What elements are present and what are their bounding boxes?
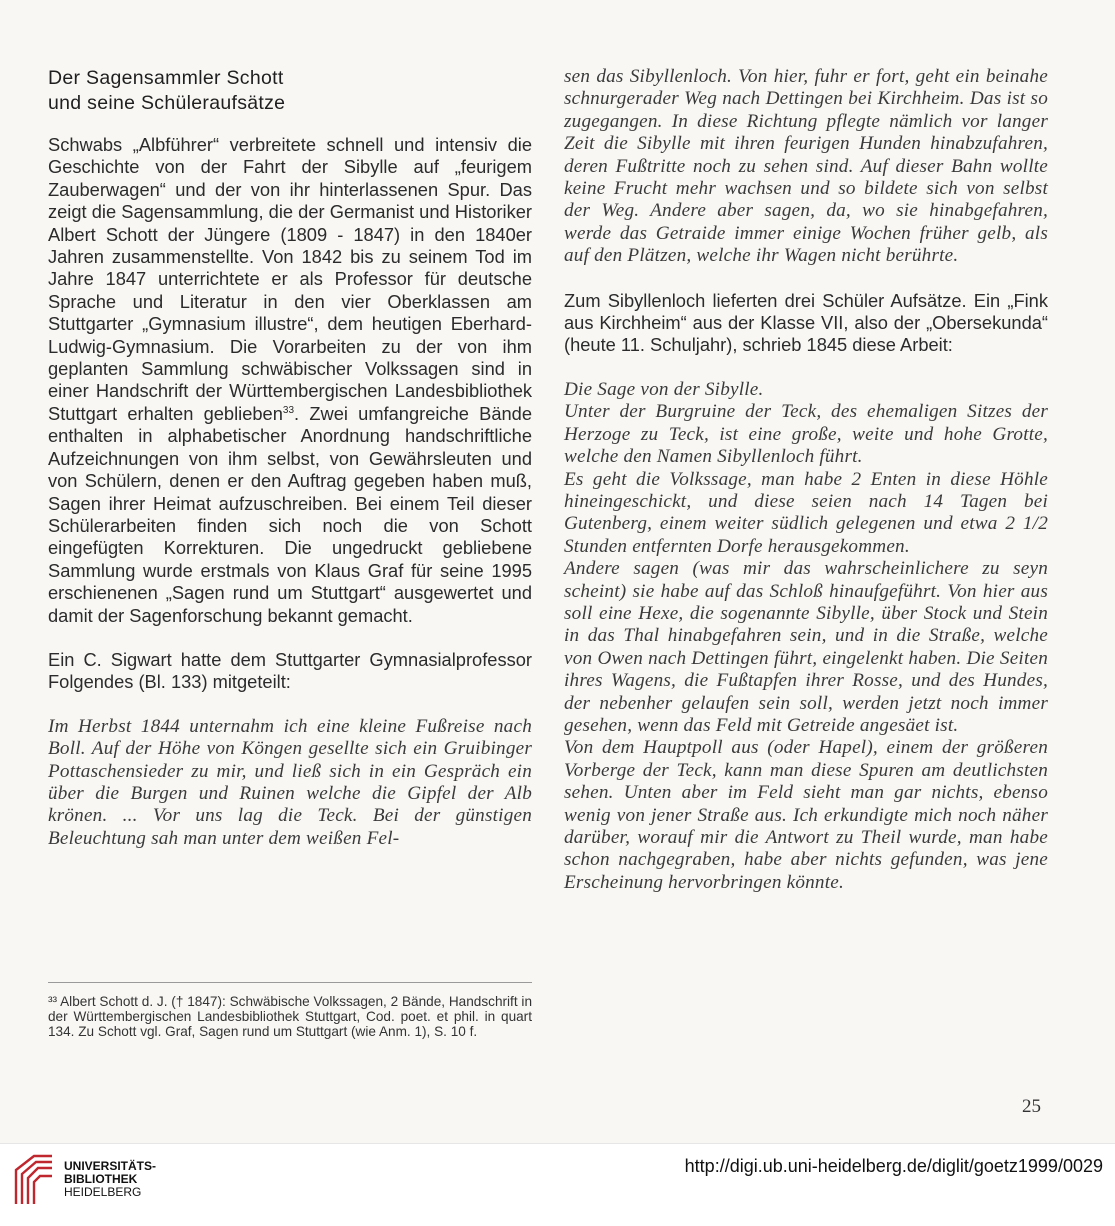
quote-fink-2: Es geht die Volkssage, man habe 2 Enten in diese Höhle hineingeschickt, und diese seien nach 14 Tagen bei Gutenberg, einem weiter südlich gelegenen und etwa 2 1/2 Stunden entfernten Dorfe herausgekommen.: [564, 468, 1048, 557]
library-name-line-2: BIBLIOTHEK: [64, 1172, 138, 1186]
library-name: [64, 1160, 156, 1199]
permalink-url[interactable]: http://digi.ub.uni-heidelberg.de/diglit/goetz1999/0029: [684, 1156, 1103, 1176]
left-column: [48, 66, 532, 850]
ub-heidelberg-logo-icon[interactable]: [12, 1152, 56, 1210]
page-number: 25: [1022, 1096, 1041, 1117]
section-heading: [48, 66, 532, 116]
paragraph-sigwart: Ein C. Sigwart hatte dem Stuttgarter Gymnasialprofessor Folgendes (Bl. 133) mitgeteilt:: [48, 648, 532, 693]
library-name-line-3: HEIDELBERG: [64, 1185, 142, 1199]
quote-title: Die Sage von der Sibylle.: [564, 378, 764, 400]
paragraph-schwabs-part-1: Schwabs „Albführer“ verbreitete schnell und intensiv die Geschichte von der Fahrt der Sibylle auf „feurigem Zauberwagen“ und der von ihr hinterlassenen Spur. Das zeigt die Sagensammlung, die der Germanist und Historiker Albert Schott der Jüngere (1809 - 1847) in den 1840er Jahren zusammenstellte. Von 1842 bis zu seinem Tod im Jahre 1847 unterrichtete er als Professor für deutsche Sprache und Literatur in den vier Oberklassen am Stuttgarter „Gymnasium illustre“, dem heutigen Eberhard-Ludwig-Gymnasium. Die Vorarbeiten zu der von ihm geplanten Sammlung schwäbischer Volkssagen sind in einer Handschrift der Württembergischen Landesbibliothek Stuttgart erhalten geblieben: [48, 134, 532, 424]
quote-fink-3: Andere sagen (was mir das wahrscheinlichere zu seyn scheint) sie habe auf das Schloß hinaufgeführt. Von hier aus soll eine Hexe, die sogenannte Sibylle, über Stock und Stein in das Thal hinabgefahren sein, und in die Straße, welche von Owen nach Dettingen führt, eingelenkt haben. Die Seiten ihres Wagens, die Fußtapfen ihrer Rosse, und des Hundes, der nebenher gelaufen sein soll, werden jetzt noch immer gesehen, wenn das Feld mit Getreide angesäet ist.: [564, 558, 1048, 736]
right-column: [564, 66, 1048, 894]
paragraph-sibyllenloch: Zum Sibyllenloch lieferten drei Schüler Aufsätze. Ein „Fink aus Kirchheim“ aus der Klasse VII, also der „Obersekunda“ (heute 11. Schuljahr), schrieb 1845 diese Arbeit:: [564, 289, 1048, 356]
quote-sigwart: Im Herbst 1844 unternahm ich eine kleine Fußreise nach Boll. Auf der Höhe von Köngen gesellte sich ein Gruibinger Pottaschensieder zu mir, und ließ sich in ein Gespräch ein über die Burgen und Ruinen welche die Gipfel der Alb krönen. ... Vor uns lag die Teck. Bei der günstigen Beleuchtung sah man unter dem weißen Fel-: [48, 715, 532, 849]
footnote-33: ³³ Albert Schott d. J. († 1847): Schwäbische Volkssagen, 2 Bände, Handschrift in der Württembergischen Landesbibliothek Stuttgart, Cod. poet. et phil. in quart 134. Zu Schott vgl. Graf, Sagen rund um Stuttgart (wie Anm. 1), S. 10 f.: [48, 994, 532, 1039]
paragraph-schwabs-part-2: . Zwei umfangreiche Bände enthalten in alphabetischer Anordnung handschriftliche Aufzeichnungen von ihm selbst, von Gewährsleuten und von Schülern, denen er den Auftrag gegeben haben muß, Sagen ihrer Heimat aufzuschreiben. Bei einem Teil dieser Schülerarbeiten finden sich noch die von Schott eingefügten Korrekturen. Die ungedruckt gebliebene Sammlung wurde erstmals von Klaus Graf für seine 1995 erschienenen „Sagen rund um Stuttgart“ ausgewertet und damit der Sagenforschung bekannt gemacht.: [48, 402, 532, 626]
quote-fink-4: Von dem Hauptpoll aus (oder Hapel), einem der größeren Vorberge der Teck, kann man diese Spuren am deutlichsten sehen. Unten aber im Feld sieht man gar nichts, ebenso wenig von jener Straße aus. Ich erkundigte mich noch näher darüber, worauf mir die Antwort zu Theil wurde, man habe schon nachgegraben, habe aber nichts gefunden, was jene Erscheinung hervorbringen könnte.: [564, 737, 1048, 893]
footnote-divider: [48, 982, 532, 983]
library-name-line-1: UNIVERSITÄTS-: [64, 1159, 157, 1173]
quote-sigwart-continued: sen das Sibyllenloch. Von hier, fuhr er fort, geht ein beinahe schnurgerader Weg nach Dettingen bei Kirchheim. Das ist so zugegangen. In diese Richtung pflegte nämlich vor langer Zeit die Sibylle mit ihren feurigen Hunden hinabzufahren, deren Fußtritte noch zu sehen sind. Auf dieser Bahn wollte keine Frucht mehr wachsen und so bildete sich von selbst der Weg. Andere aber sagen, da, wo sie hinabgefahren, werde das Getraide immer einige Wochen früher gelb, als auf den Plätzen, welche ihr Wagen nicht berührte.: [564, 66, 1048, 267]
quote-fink-1: Unter der Burgruine der Teck, des ehemaligen Sitzes der Herzoge zu Teck, ist eine große, weite und hohe Grotte, welche den Namen Sibyllenloch führt.: [564, 401, 1048, 468]
heading-line-2: und seine Schüleraufsätze: [48, 92, 286, 114]
footnote-ref-33[interactable]: 33: [282, 404, 295, 416]
paragraph-schwabs: [48, 134, 532, 627]
heading-line-1: Der Sagensammler Schott: [48, 67, 284, 89]
